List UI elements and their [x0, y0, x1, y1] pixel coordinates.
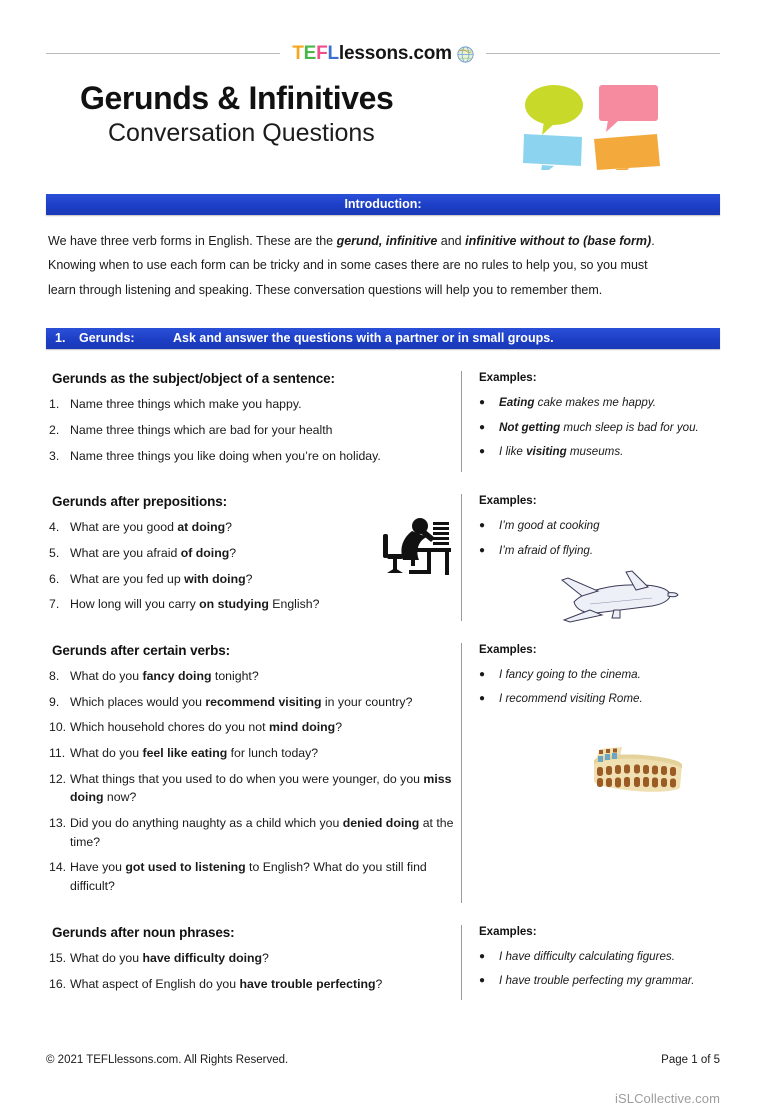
example-item — [479, 948, 720, 965]
question-text-part-2: ? — [335, 720, 343, 735]
examples-heading: Examples: — [479, 643, 537, 656]
question-text-part-0: What things that you used to do when you were younger, do you — [70, 771, 424, 786]
example-text-part-0: Not getting — [499, 420, 561, 434]
example-text-part-0: Eating — [499, 396, 535, 410]
question-number: 14. — [49, 860, 67, 875]
question-section — [46, 371, 720, 472]
question-item — [46, 447, 455, 466]
colosseum-image — [586, 741, 690, 797]
question-text — [70, 718, 342, 737]
question-text-part-0: Which household chores do you not — [70, 720, 269, 735]
page-subtitle: Conversation Questions — [108, 118, 375, 147]
speech-bubble-orange — [594, 134, 660, 170]
question-number: 11. — [49, 746, 66, 760]
question-item — [46, 744, 455, 763]
question-text-part-1: feel like eating — [142, 746, 228, 760]
example-item — [479, 419, 720, 436]
section-heading: Gerunds as the subject/object of a sentence: — [52, 371, 335, 387]
question-text — [70, 595, 319, 614]
logo-domain-text: lessons.com — [338, 42, 452, 64]
question-text-part-1: have trouble perfecting — [239, 976, 376, 991]
example-text — [499, 542, 593, 559]
bullet-icon: ● — [479, 975, 486, 987]
examples-column — [461, 925, 720, 1000]
section-heading: Gerunds after noun phrases: — [52, 924, 235, 940]
question-text-part-2: now? — [103, 790, 137, 805]
questions-column — [46, 643, 461, 903]
task-instruction: Ask and answer the questions with a partner or in small groups. — [173, 331, 554, 346]
logo-letter-f: F — [316, 42, 328, 64]
questions-column — [46, 925, 461, 1000]
intro-line-1-c: and — [437, 234, 466, 248]
question-text — [70, 975, 382, 994]
example-text-part-0: I have difficulty calculating figures. — [499, 949, 675, 963]
examples-heading: Examples: — [479, 372, 537, 385]
example-text-part-0: I have trouble perfecting my grammar. — [499, 974, 695, 988]
intro-term-base-form: infinitive without to (base form) — [465, 234, 652, 248]
question-number: 12. — [49, 771, 67, 786]
question-section — [46, 494, 720, 621]
question-list — [46, 949, 455, 993]
example-text-part-1: much sleep is bad for you. — [560, 420, 699, 434]
page-number: Page 1 of 5 — [661, 1054, 720, 1066]
question-text-part-1: with doing — [184, 571, 246, 586]
section-heading: Gerunds after prepositions: — [52, 494, 228, 510]
task-label: Gerunds: — [79, 331, 135, 346]
question-text-part-0: What aspect of English do you — [70, 976, 240, 991]
question-text-part-0: Name three things which are bad for your health — [70, 422, 333, 437]
question-text-part-1: have difficulty doing — [142, 950, 263, 965]
logo-letter-t: T — [292, 42, 304, 64]
speech-bubble-pink — [599, 85, 658, 132]
examples-column — [461, 643, 720, 903]
tefllessons-logo — [280, 44, 486, 63]
watermark: iSLCollective.com — [614, 1091, 720, 1106]
bullet-icon: ● — [479, 421, 486, 433]
introduction-text — [46, 229, 720, 302]
question-text-part-2: for lunch today? — [227, 746, 319, 760]
airplane-image — [540, 566, 686, 628]
question-number: 16. — [49, 976, 67, 991]
question-text-part-2: tonight? — [211, 668, 259, 683]
question-number: 5. — [49, 545, 60, 560]
question-section — [46, 643, 720, 903]
sections-container — [46, 371, 720, 1000]
question-item — [46, 975, 455, 994]
question-item — [46, 693, 455, 712]
question-text-part-0: What are you afraid — [70, 545, 181, 560]
question-text — [70, 949, 269, 968]
question-text — [70, 858, 455, 895]
speech-bubble-green — [525, 85, 583, 135]
question-number: 10. — [49, 720, 67, 735]
question-list — [46, 667, 455, 896]
question-section — [46, 925, 720, 1000]
question-item — [46, 667, 455, 686]
example-item — [479, 690, 720, 707]
examples-heading: Examples: — [479, 495, 537, 508]
question-number: 3. — [49, 448, 60, 463]
questions-column — [46, 494, 461, 621]
intro-line-1-e: . — [651, 234, 655, 248]
copyright-text: © 2021 TEFLlessons.com. All Rights Reserved. — [46, 1054, 289, 1066]
question-text-part-2: ? — [375, 976, 383, 991]
question-text-part-0: Name three things you like doing when you’re on holiday. — [70, 448, 381, 463]
question-number: 1. — [49, 397, 60, 412]
question-text-part-1: denied doing — [342, 816, 420, 831]
speech-bubble-blue — [523, 134, 582, 170]
logo-letter-l: L — [327, 42, 339, 64]
question-item — [46, 770, 455, 807]
question-text — [70, 395, 302, 414]
question-number: 6. — [49, 571, 60, 586]
task-number: 1. — [55, 331, 66, 346]
question-text-part-1: fancy doing — [142, 668, 212, 683]
question-text — [70, 518, 232, 537]
question-text-part-0: Which places would you — [70, 694, 206, 709]
question-text-part-0: Did you do anything naughty as a child which you — [70, 816, 343, 831]
example-text — [499, 443, 623, 460]
bullet-icon: ● — [479, 397, 486, 409]
intro-line-1 — [48, 229, 718, 253]
question-text-part-0: What do you — [70, 950, 143, 965]
bullet-icon: ● — [479, 693, 486, 705]
introduction-banner: Introduction: — [46, 194, 720, 215]
task-banner — [46, 328, 720, 349]
bullet-icon: ● — [479, 445, 486, 457]
question-text-part-0: Have you — [70, 860, 126, 875]
question-text-part-0: What are you good — [70, 520, 178, 535]
question-text-part-2: ? — [225, 520, 232, 535]
question-text-part-1: got used to listening — [125, 860, 246, 875]
question-text-part-2: in your country? — [321, 694, 413, 709]
question-text-part-2: ? — [245, 571, 253, 586]
example-text — [499, 666, 641, 683]
intro-line-3: learn through listening and speaking. These conversation questions will help you to remember them. — [48, 282, 603, 297]
example-text — [499, 972, 694, 989]
example-text-part-0: I like — [499, 444, 527, 458]
question-text-part-2: English? — [268, 597, 320, 612]
question-text-part-0: How long will you carry — [70, 597, 200, 612]
question-text-part-0: What do you — [70, 746, 143, 760]
question-text — [70, 744, 318, 763]
question-text — [70, 421, 332, 440]
question-text — [70, 814, 455, 851]
speech-bubbles-graphic — [520, 78, 666, 170]
question-text-part-0: What do you — [70, 668, 143, 683]
example-text — [499, 419, 699, 436]
student-at-desk-icon — [375, 518, 453, 580]
example-text — [499, 394, 656, 411]
examples-heading: Examples: — [479, 925, 537, 938]
intro-line-1-a: We have three verb forms in English. These are the — [48, 234, 337, 248]
question-text-part-2: to English? What do you still find difficult? — [70, 860, 427, 894]
example-text — [499, 690, 643, 707]
question-item — [46, 718, 455, 737]
question-text-part-1: mind doing — [268, 720, 336, 735]
intro-term-gerund-infinitive: gerund, infinitive — [336, 234, 438, 248]
question-text — [70, 667, 259, 686]
example-text-part-0: I’m afraid of flying. — [499, 543, 594, 557]
student-at-desk-icon — [375, 518, 453, 580]
example-text-part-2: museums. — [566, 444, 624, 458]
question-number: 15. — [49, 950, 67, 965]
question-text-part-2: at the time? — [70, 816, 454, 849]
example-item — [479, 972, 720, 989]
example-item — [479, 666, 720, 683]
examples-column — [461, 371, 720, 472]
question-item — [46, 814, 455, 851]
example-item — [479, 394, 720, 411]
question-text-part-2: ? — [262, 950, 269, 965]
examples-list — [479, 517, 720, 559]
question-item — [46, 421, 455, 440]
question-text — [70, 447, 381, 466]
logo-letter-e: E — [303, 42, 317, 64]
bullet-icon: ● — [479, 520, 486, 532]
question-item — [46, 595, 455, 614]
question-text-part-0: Name three things which make you happy. — [70, 397, 302, 412]
example-text — [499, 517, 600, 534]
title-block — [46, 80, 720, 176]
question-text-part-1: miss doing — [70, 771, 452, 805]
section-heading: Gerunds after certain verbs: — [52, 642, 231, 658]
example-text-part-1: cake makes me happy. — [534, 396, 657, 410]
colosseum-image — [586, 741, 690, 797]
example-text-part-0: I recommend visiting Rome. — [499, 692, 643, 706]
examples-list — [479, 394, 720, 460]
example-text — [499, 948, 675, 965]
example-text-part-1: visiting — [526, 444, 567, 458]
example-item — [479, 443, 720, 460]
brand-header — [46, 36, 720, 70]
question-number: 8. — [49, 668, 60, 683]
examples-column — [461, 494, 720, 621]
question-text — [70, 544, 236, 563]
question-text-part-1: on studying — [199, 597, 269, 612]
question-number: 13. — [49, 816, 67, 831]
bullet-icon: ● — [479, 544, 486, 556]
example-text-part-0: I’m good at cooking — [499, 519, 600, 533]
page-title: Gerunds & Infinitives — [80, 80, 394, 116]
question-number: 7. — [49, 597, 60, 612]
question-number: 2. — [49, 422, 60, 437]
bullet-icon: ● — [479, 668, 486, 680]
question-text-part-2: ? — [229, 545, 237, 560]
question-number: 4. — [49, 520, 60, 535]
question-text — [70, 570, 252, 589]
airplane-image — [540, 566, 686, 628]
intro-line-2: Knowing when to use each form can be tricky and in some cases there are no rules to help you, so you must — [48, 258, 648, 273]
question-text-part-1: at doing — [177, 520, 226, 535]
worksheet-page — [0, 36, 766, 1120]
question-text-part-1: recommend visiting — [205, 694, 322, 709]
example-item — [479, 517, 720, 534]
examples-list — [479, 666, 720, 708]
question-item — [46, 858, 455, 895]
question-text — [70, 770, 455, 807]
question-text — [70, 693, 412, 712]
globe-icon — [457, 46, 474, 63]
questions-column — [46, 371, 461, 472]
question-item — [46, 949, 455, 968]
question-text-part-1: of doing — [180, 545, 230, 560]
examples-list — [479, 948, 720, 990]
bullet-icon: ● — [479, 950, 486, 962]
question-text-part-0: What are you fed up — [70, 571, 185, 586]
question-number: 9. — [49, 694, 60, 709]
example-text-part-0: I fancy going to the cinema. — [499, 667, 641, 681]
question-item — [46, 395, 455, 414]
question-list — [46, 395, 455, 465]
page-footer — [46, 1054, 720, 1066]
example-item — [479, 542, 720, 559]
